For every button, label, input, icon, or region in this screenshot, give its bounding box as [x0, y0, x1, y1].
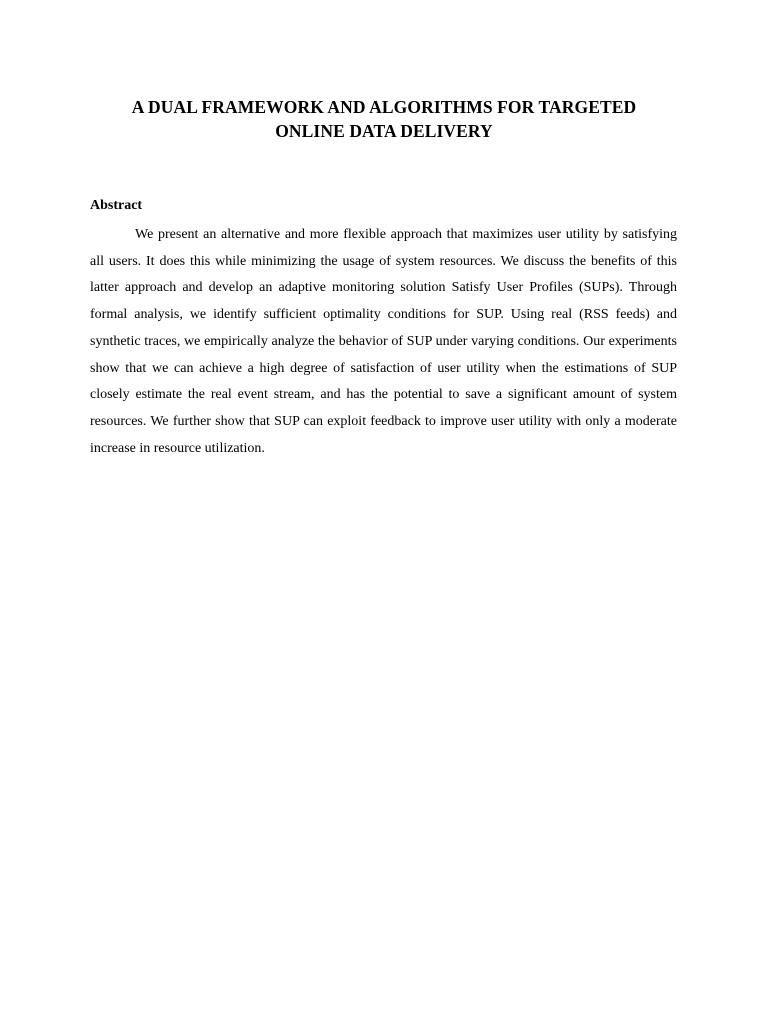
abstract-heading: Abstract [90, 198, 143, 213]
abstract-text: We present an alternative and more flexible approach that maximizes user utility by satisfying all users. It does this while minimizing the usage of system resources. We discuss the benefits of this latter approach and develop an adaptive monitoring solution Satisfy User Profiles (SUPs). Through formal analysis, we identify sufficient optimality conditions for SUP. Using real (RSS feeds) and synthetic traces, we empirically analyze the behavior of SUP under varying conditions. Our experiments show that we can achieve a high degree of satisfaction of user utility when the estimations of SUP closely estimate the real event stream, and has the potential to save a significant amount of system resources. We further show that SUP can exploit feedback to improve user utility with only a moderate increase in resource utilization. [90, 227, 677, 456]
paper-title [60, 95, 708, 143]
paper-title-line-1: A DUAL FRAMEWORK AND ALGORITHMS FOR TARGETED [131, 97, 637, 117]
paper-title-line-2: ONLINE DATA DELIVERY [275, 121, 493, 141]
